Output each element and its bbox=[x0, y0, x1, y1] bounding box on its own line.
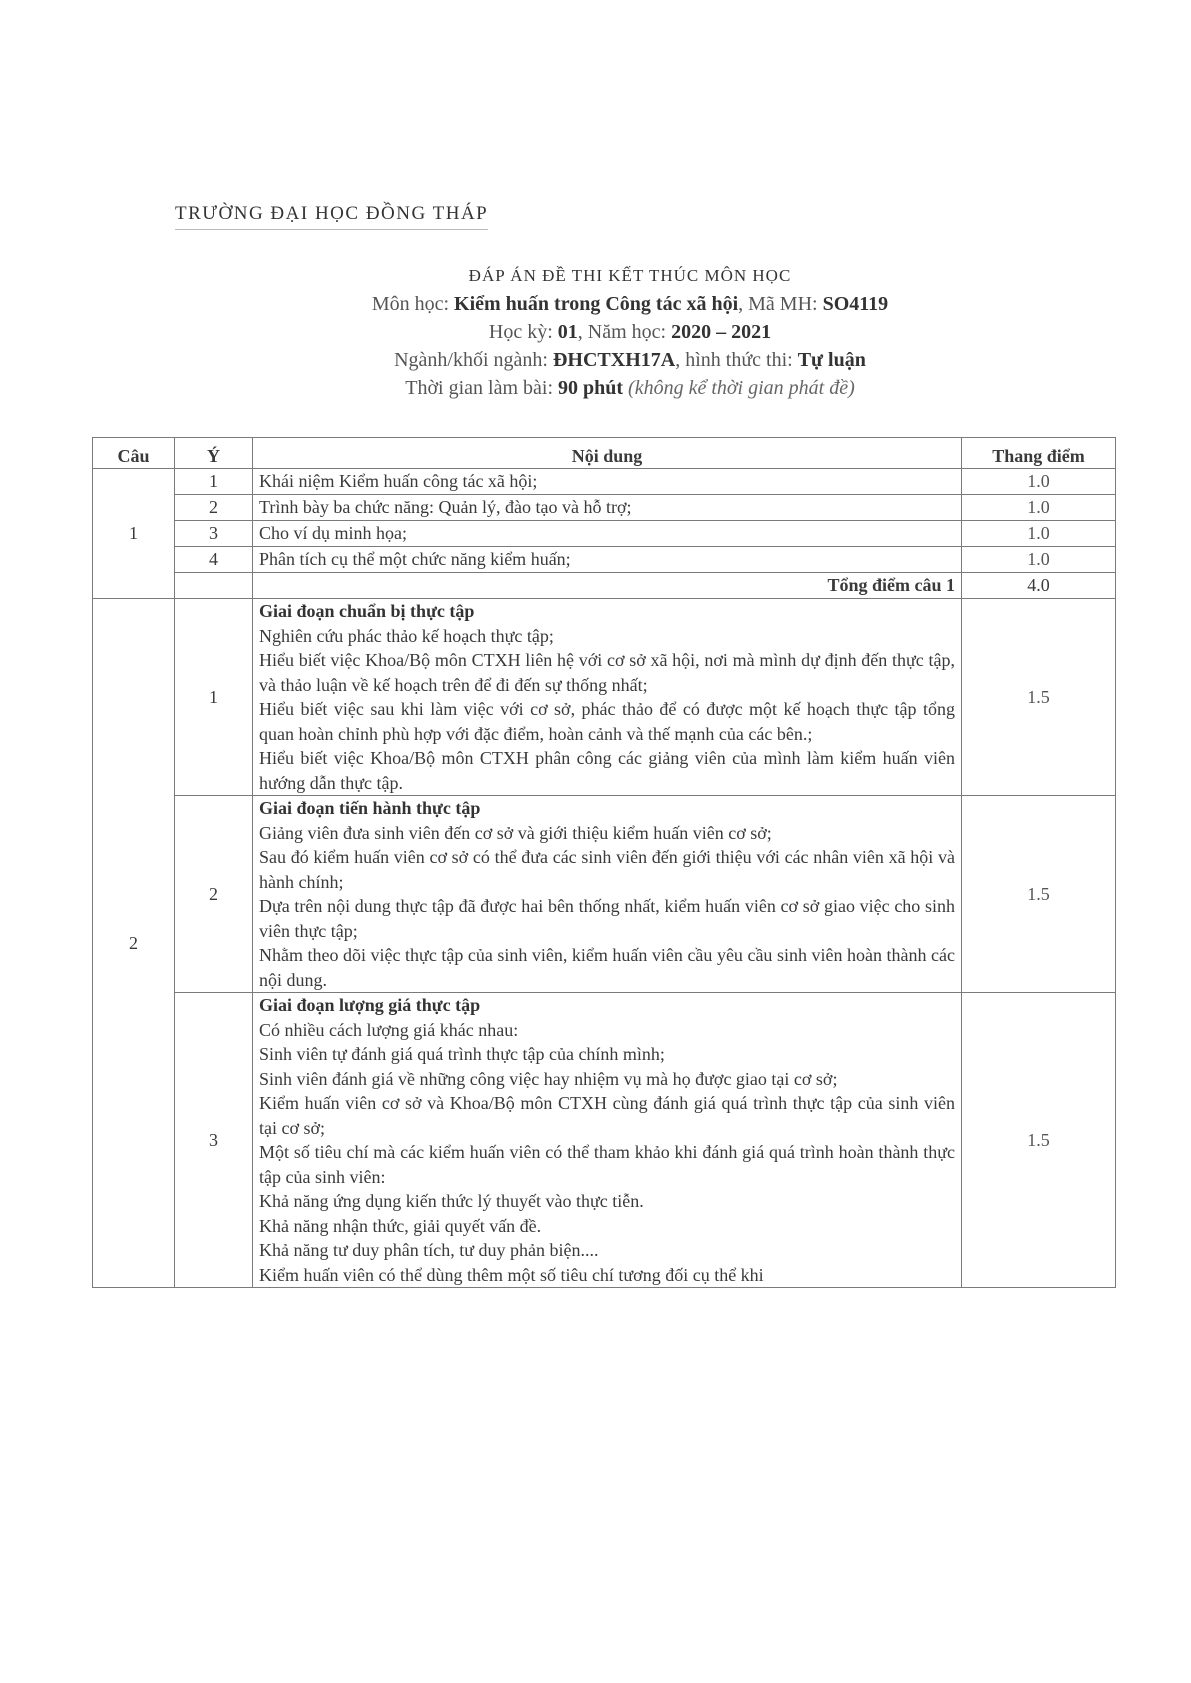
item-content: Cho ví dụ minh họa; bbox=[253, 521, 962, 547]
header-y: Ý bbox=[175, 438, 253, 469]
semester-line: Học kỳ: 01, Năm học: 2020 – 2021 bbox=[488, 321, 772, 343]
subject-code: SO4119 bbox=[822, 293, 889, 315]
item-number: 4 bbox=[175, 547, 253, 573]
item-score: 1.0 bbox=[962, 495, 1116, 521]
exam-time: 90 phút bbox=[558, 377, 624, 399]
total-score: 4.0 bbox=[962, 573, 1116, 599]
item-content bbox=[253, 993, 962, 1288]
item-content bbox=[253, 599, 962, 796]
answer-table bbox=[92, 437, 1116, 1288]
table-row bbox=[93, 521, 1116, 547]
item-number: 1 bbox=[175, 599, 253, 796]
time-note: (không kể thời gian phát đề) bbox=[628, 377, 855, 399]
content-line: Sinh viên đánh giá về những công việc hay nhiệm vụ mà họ được giao tại cơ sở; bbox=[259, 1068, 838, 1089]
table-row bbox=[93, 547, 1116, 573]
item-content: Khái niệm Kiểm huấn công tác xã hội; bbox=[253, 469, 962, 495]
stage-title: Giai đoạn tiến hành thực tập bbox=[259, 798, 481, 818]
stage-title: Giai đoạn chuẩn bị thực tập bbox=[259, 601, 475, 621]
item-number: 3 bbox=[175, 993, 253, 1288]
item-number: 1 bbox=[175, 469, 253, 495]
content-line: Dựa trên nội dung thực tập đã được hai bên thống nhất, kiểm huấn viên cơ sở giao việc cho sinh viên thực tập; bbox=[259, 896, 955, 941]
content-line: Kiểm huấn viên có thể dùng thêm một số tiêu chí tương đối cụ thể khi bbox=[259, 1264, 764, 1285]
item-number: 3 bbox=[175, 521, 253, 547]
content-line: Nghiên cứu phác thảo kế hoạch thực tập; bbox=[259, 625, 554, 646]
content-line: Có nhiều cách lượng giá khác nhau: bbox=[259, 1019, 519, 1040]
time-line: Thời gian làm bài: 90 phút (không kể thời gian phát đề) bbox=[405, 377, 855, 399]
table-row bbox=[93, 469, 1116, 495]
content-line: Giảng viên đưa sinh viên đến cơ sở và giới thiệu kiểm huấn viên cơ sở; bbox=[259, 822, 772, 843]
stage-title: Giai đoạn lượng giá thực tập bbox=[259, 995, 481, 1015]
total-row bbox=[93, 573, 1116, 599]
exam-form: Tự luận bbox=[797, 349, 866, 371]
content-line: Nhằm theo dõi việc thực tập của sinh viên, kiểm huấn viên cầu yêu cầu sinh viên hoàn thành các nội dung. bbox=[259, 945, 955, 990]
item-score: 1.5 bbox=[962, 796, 1116, 993]
school-year: 2020 – 2021 bbox=[671, 321, 772, 343]
content-line: Hiểu biết việc Khoa/Bộ môn CTXH liên hệ với cơ sở xã hội, nơi mà mình dự định đến thực tập, và thảo luận về kế hoạch trên để đi đến sự thống nhất; bbox=[259, 650, 955, 695]
content-line: Khả năng tư duy phân tích, tư duy phản biện.... bbox=[259, 1240, 599, 1260]
table-header-row bbox=[93, 438, 1116, 469]
item-content: Trình bày ba chức năng: Quản lý, đào tạo và hỗ trợ; bbox=[253, 495, 962, 521]
total-label: Tổng điểm câu 1 bbox=[253, 573, 962, 599]
content-line: Kiểm huấn viên cơ sở và Khoa/Bộ môn CTXH cùng đánh giá quá trình thực tập của sinh viên tại cơ sở; bbox=[259, 1093, 955, 1138]
content-line: Khả năng nhận thức, giải quyết vấn đề. bbox=[259, 1215, 542, 1236]
document-title: ĐÁP ÁN ĐỀ THI KẾT THÚC MÔN HỌC bbox=[468, 266, 792, 285]
item-score: 1.0 bbox=[962, 521, 1116, 547]
school-name: TRƯỜNG ĐẠI HỌC ĐỒNG THÁP bbox=[175, 203, 488, 230]
content-line: Khả năng ứng dụng kiến thức lý thuyết vào thực tiễn. bbox=[259, 1191, 644, 1211]
question-number: 2 bbox=[93, 599, 175, 1288]
header-noi-dung: Nội dung bbox=[253, 438, 962, 469]
content-line: Hiểu biết việc Khoa/Bộ môn CTXH phân công các giảng viên của mình làm kiểm huấn viên hướng dẫn thực tập. bbox=[259, 748, 955, 793]
question-number: 1 bbox=[93, 469, 175, 599]
table-row bbox=[93, 495, 1116, 521]
item-score: 1.0 bbox=[962, 547, 1116, 573]
subject-name: Kiểm huấn trong Công tác xã hội bbox=[454, 293, 739, 315]
item-content: Phân tích cụ thể một chức năng kiểm huấn; bbox=[253, 547, 962, 573]
header-thang-diem: Thang điểm bbox=[962, 438, 1116, 469]
exam-header bbox=[200, 262, 1060, 402]
subject-line: Môn học: Kiểm huấn trong Công tác xã hội, Mã MH: SO4119 bbox=[371, 293, 889, 315]
item-score: 1.5 bbox=[962, 599, 1116, 796]
table-row bbox=[93, 993, 1116, 1288]
item-number: 2 bbox=[175, 495, 253, 521]
item-content bbox=[253, 796, 962, 993]
major: ĐHCTXH17A bbox=[552, 349, 676, 371]
semester: 01 bbox=[557, 321, 578, 343]
header-cau: Câu bbox=[93, 438, 175, 469]
item-score: 1.5 bbox=[962, 993, 1116, 1288]
content-line: Sinh viên tự đánh giá quá trình thực tập của chính mình; bbox=[259, 1044, 665, 1064]
table-row bbox=[93, 796, 1116, 993]
content-line: Một số tiêu chí mà các kiểm huấn viên có thể tham khảo khi đánh giá quá trình hoàn thành thực tập của sinh viên: bbox=[259, 1142, 955, 1187]
item-number: 2 bbox=[175, 796, 253, 993]
content-line: Hiểu biết việc sau khi làm việc với cơ sở, phác thảo để có được một kế hoạch thực tập tổng quan hoàn chỉnh phù hợp với đặc điểm, hoàn cảnh và thế mạnh của các bên.; bbox=[259, 699, 955, 744]
table-row bbox=[93, 599, 1116, 796]
content-line: Sau đó kiểm huấn viên cơ sở có thể đưa các sinh viên đến giới thiệu với các nhân viên xã hội và hành chính; bbox=[259, 847, 955, 892]
item-score: 1.0 bbox=[962, 469, 1116, 495]
major-line: Ngành/khối ngành: ĐHCTXH17A, hình thức thi: Tự luận bbox=[394, 349, 866, 371]
